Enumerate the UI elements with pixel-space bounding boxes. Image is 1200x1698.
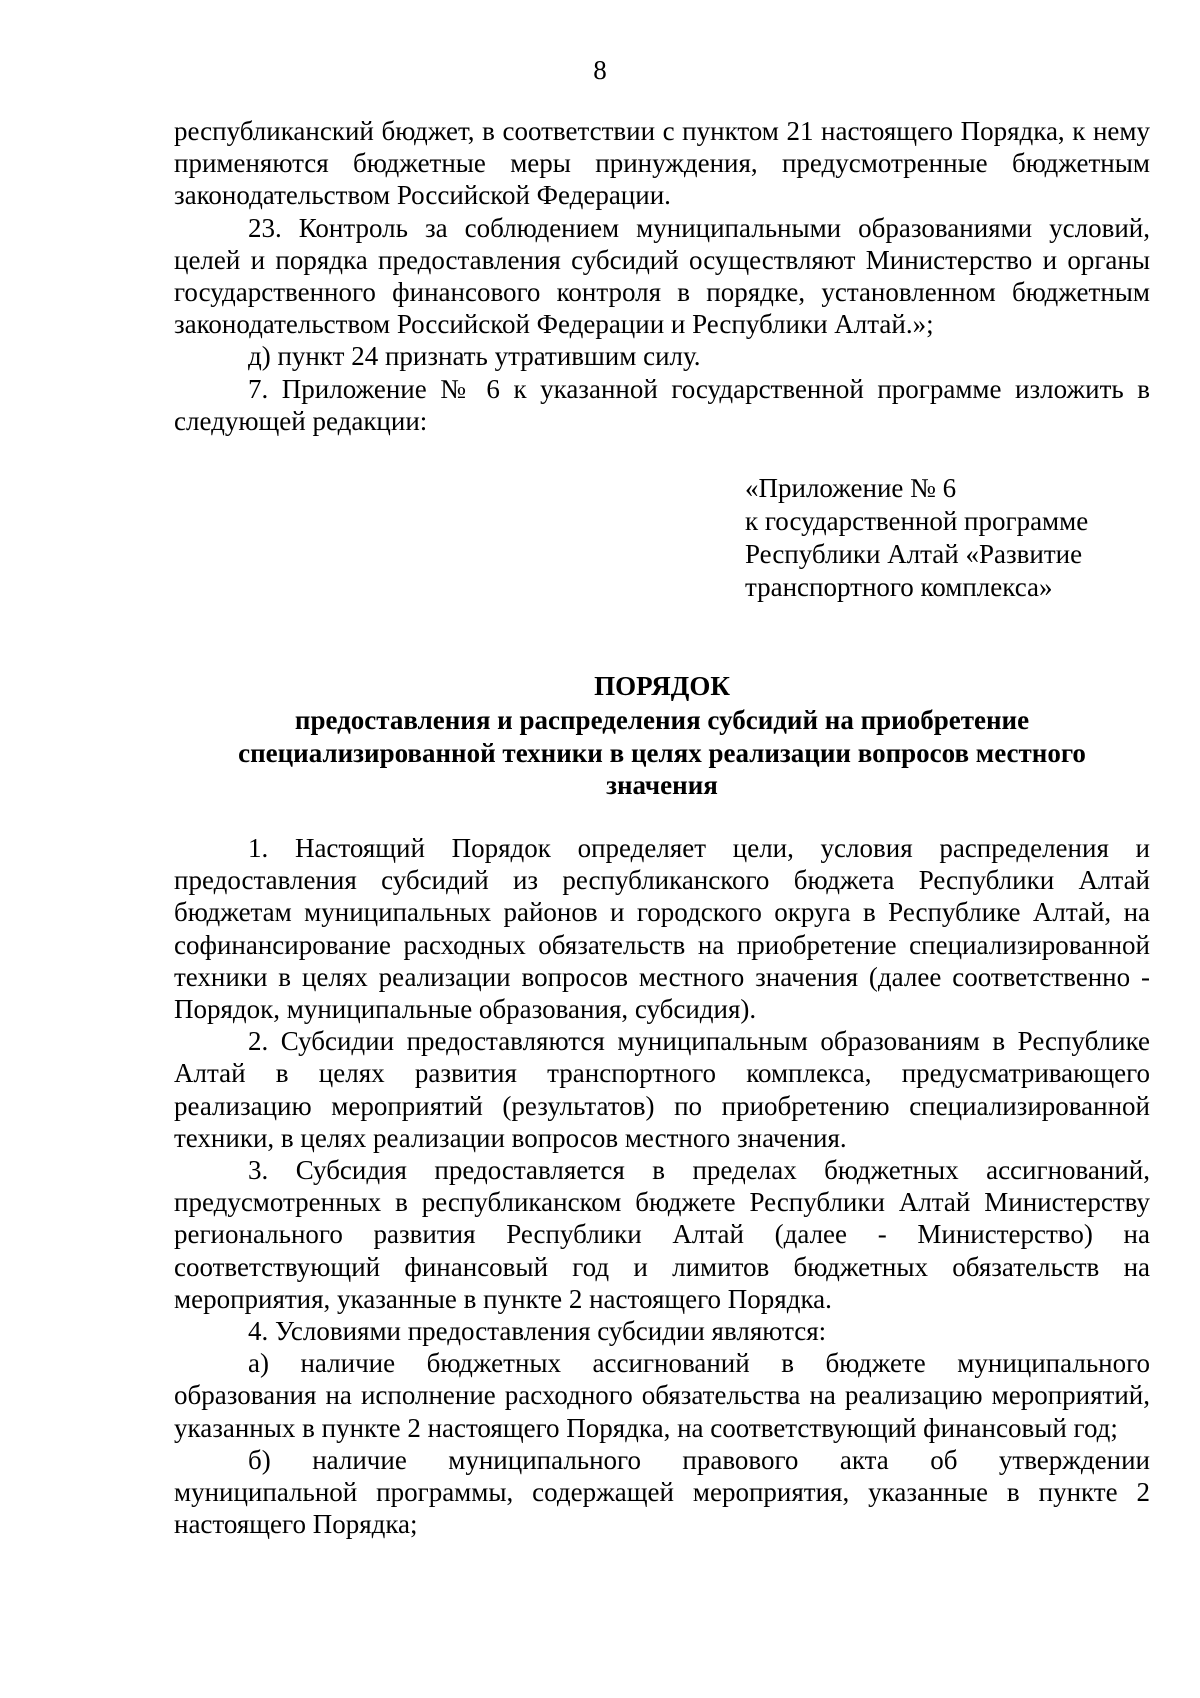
body-section xyxy=(174,832,1150,1540)
title-heading: ПОРЯДОК xyxy=(594,671,730,701)
paragraph-4b-rest: муниципальной программы, содержащей мероприятия, указанные в пункте 2 настоящего Порядка; xyxy=(174,1477,1150,1540)
paragraph-2: 2. Субсидии предоставляются муниципальным образованиям в Республике Алтай в целях развития транспортного комплекса, предусматривающего реализацию мероприятий (результатов) по приобретению специализированной техники, в целях реализации вопросов местного значения. xyxy=(174,1026,1150,1153)
paragraph-1: 1. Настоящий Порядок определяет цели, условия распределения и предоставления субсидий из республиканского бюджета Республики Алтай бюджетам муниципальных районов и городского округа в Республике Алтай, на софинансирование расходных обязательств на приобретение специализированной техники в целях реализации вопросов местного значения (далее соответственно - Порядок, муниципальные образования, субсидия). xyxy=(174,833,1150,1025)
paragraph-3: 3. Субсидия предоставляется в пределах бюджетных ассигнований, предусмотренных в республиканском бюджете Республики Алтай Министерству регионального развития Республики Алтай (далее - Министерство) на соответствующий финансовый год и лимитов бюджетных обязательств на мероприятия, указанные в пункте 2 настоящего Порядка. xyxy=(174,1155,1150,1314)
appendix-line: Республики Алтай «Развитие xyxy=(745,539,1083,569)
intro-section xyxy=(174,115,1150,437)
title-subline: предоставления и распределения субсидий на приобретение xyxy=(294,705,1030,735)
paragraph-continuation: республиканский бюджет, в соответствии с пунктом 21 настоящего Порядка, к нему применяются бюджетные меры принуждения, предусмотренные бюджетным законодательством Российской Федерации. xyxy=(174,116,1150,211)
title-subline: значения xyxy=(606,770,718,800)
document-title xyxy=(174,668,1150,802)
appendix-line: «Приложение № 6 xyxy=(745,473,957,503)
title-subline: специализированной техники в целях реализации вопросов местного xyxy=(238,737,1086,768)
paragraph-7: 7. Приложение № 6 к указанной государственной программе изложить в следующей редакции: xyxy=(174,373,1150,436)
paragraph-23: 23. Контроль за соблюдением муниципальными образованиями условий, целей и порядка предоставления субсидий осуществляют Министерство и органы государственного финансового контроля в порядке, установленном бюджетным законодательством Российской Федерации и Республики Алтай.»; xyxy=(174,212,1150,340)
paragraph-4a: а) наличие бюджетных ассигнований в бюджете муниципального образования на исполнение расходного обязательства на реализацию мероприятий, указанных в пункте 2 настоящего Порядка, на соответствующий финансовый год; xyxy=(174,1348,1150,1443)
page-number: 8 xyxy=(593,55,607,85)
appendix-line: к государственной программе xyxy=(745,506,1089,536)
paragraph-d: д) пункт 24 признать утратившим силу. xyxy=(248,341,701,372)
appendix-header xyxy=(745,472,1165,604)
paragraph-4: 4. Условиями предоставления субсидии являются: xyxy=(248,1316,827,1347)
appendix-line: транспортного комплекса» xyxy=(745,572,1053,602)
paragraph-4b-first-line: б) наличие муниципального правового акта об утверждении xyxy=(248,1444,1150,1475)
